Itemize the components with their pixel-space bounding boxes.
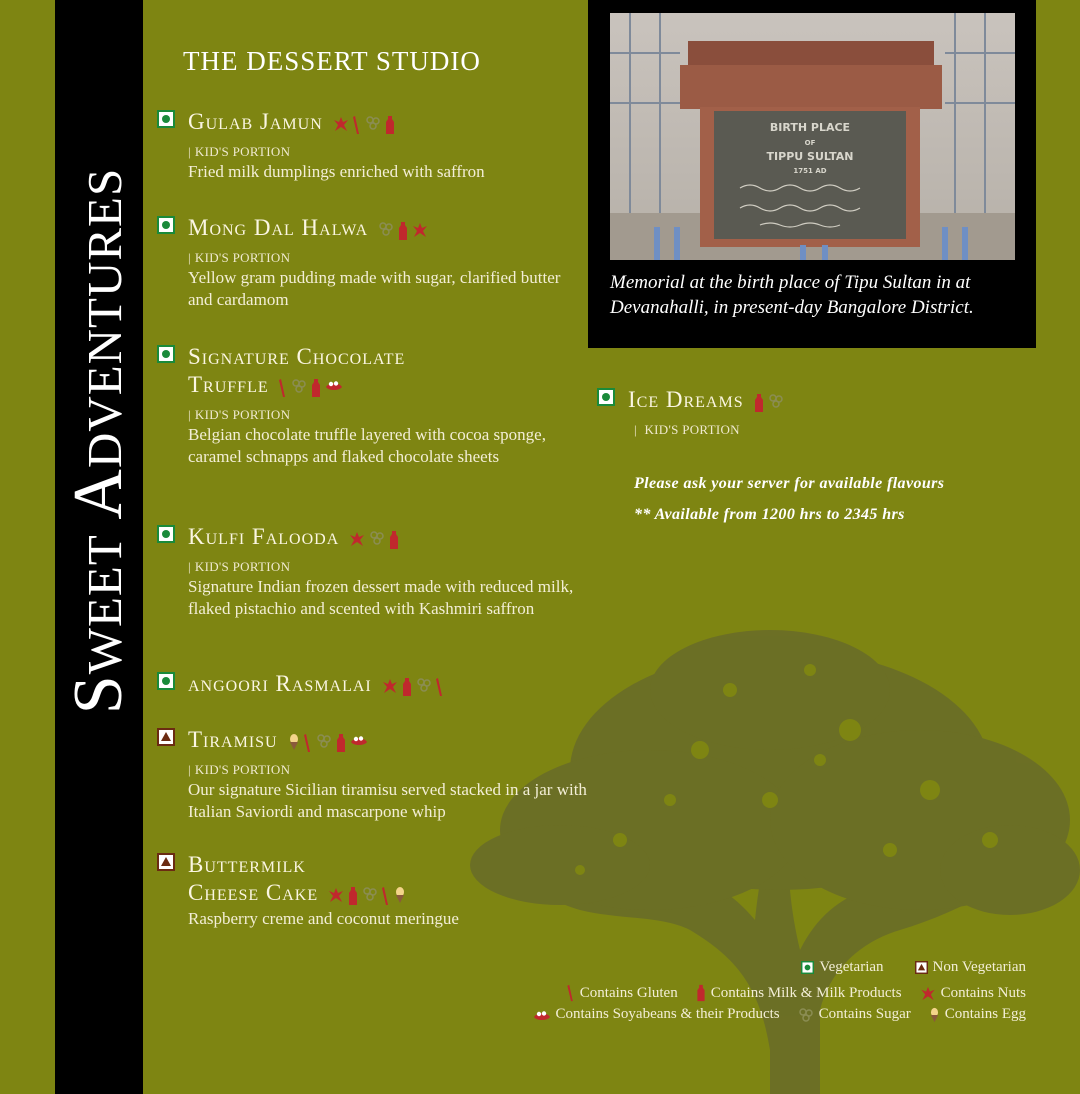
milk-icon [385,115,395,135]
sugar-icon [369,530,385,546]
legend-nonveg: Non Vegetarian [932,959,1026,975]
item-name: Mong Dal Halwa [188,215,369,240]
sugar-icon [362,886,378,902]
photo-caption: Memorial at the birth place of Tipu Sultan in at Devanahalli, in present-day Bangalore District. [610,272,974,318]
item-description: Raspberry creme and coconut meringue [188,909,459,928]
memorial-photo [610,13,1015,260]
legend-egg: Contains Egg [944,1006,1026,1022]
item-name: Tiramisu [188,727,278,752]
veg-icon [597,388,615,406]
kids-portion-label: | KID'S PORTION [188,250,291,265]
nuts-icon [328,886,344,904]
sugar-icon [798,1007,814,1023]
plaque-line-2: OF [804,139,816,147]
flavours-note: Please ask your server for available flavours [634,475,945,492]
menu-item-signature-chocolate-truffle [157,343,577,468]
milk-icon [402,677,412,697]
gluten-icon [382,886,390,906]
legend-veg: Vegetarian [819,959,884,975]
non-veg-icon [157,728,175,746]
legend-row-allergens-1 [567,984,1026,1002]
veg-icon [157,110,175,128]
non-veg-icon [157,853,175,871]
sugar-icon [316,733,332,749]
section-title: THE DESSERT STUDIO [183,46,481,76]
item-name-line2: Truffle [188,372,269,397]
sugar-icon [365,115,381,131]
plaque-line-1: BIRTH PLACE [769,121,851,134]
milk-icon [696,984,706,1002]
item-name: Kulfi Falooda [188,524,340,549]
menu-item-tiramisu [157,726,587,823]
legend-soy: Contains Soyabeans & their Products [555,1006,780,1022]
milk-icon [336,733,346,753]
photo-panel [588,0,1036,348]
egg-icon [929,1007,940,1023]
item-name-line2: Cheese Cake [188,880,319,905]
nuts-icon [412,221,428,239]
legend-row-diet [801,959,1026,976]
gluten-icon [436,677,444,697]
nuts-icon [382,677,398,695]
soy-icon [533,1008,551,1022]
milk-icon [348,886,358,906]
nuts-icon [920,985,936,1002]
legend-sugar: Contains Sugar [818,1006,911,1022]
legend-nuts: Contains Nuts [940,984,1026,1001]
milk-icon [311,378,321,398]
item-description: Fried milk dumplings enriched with saffron [188,162,485,181]
menu-item-angoori-rasmalai [157,670,577,698]
item-name: angoori Rasmalai [188,671,372,696]
menu-item-kulfi-falooda [157,523,577,620]
sidebar-title: Sweet Adventures [60,167,137,715]
menu-item-ice-dreams [597,386,1017,438]
kids-portion-label: | KID'S PORTION [188,144,291,159]
plaque-line-3: TIPPU SULTAN [766,150,854,163]
soy-icon [350,733,368,747]
gluten-icon [353,115,361,135]
veg-icon [157,345,175,363]
sidebar [55,0,143,1094]
kids-portion-label: | KID'S PORTION [634,422,740,437]
veg-icon [157,525,175,543]
gluten-icon [304,733,312,753]
kids-portion-label: | KID'S PORTION [188,762,291,777]
item-description: Signature Indian frozen dessert made with reduced milk, flaked pistachio and scented with Kashmiri saffron [188,577,574,618]
gluten-icon [567,984,575,1002]
gluten-icon [279,378,287,398]
soy-icon [325,378,343,392]
availability-note: ** Available from 1200 hrs to 2345 hrs [634,506,905,523]
veg-icon [157,216,175,234]
kids-portion-label: | KID'S PORTION [188,559,291,574]
legend-gluten: Contains Gluten [579,984,678,1001]
item-description: Our signature Sicilian tiramisu served stacked in a jar with Italian Saviordi and mascarpone whip [188,780,587,821]
sugar-icon [768,393,784,409]
legend-row-allergens-2 [533,1006,1027,1023]
nuts-icon [349,530,365,548]
plaque-line-4: 1751 AD [793,167,827,175]
sugar-icon [291,378,307,394]
milk-icon [389,530,399,550]
nuts-icon [333,115,349,133]
egg-icon [288,733,300,751]
menu-item-mong-dal-halwa [157,214,577,311]
item-name-line1: Signature Chocolate [188,344,406,369]
item-description: Belgian chocolate truffle layered with cocoa sponge, caramel schnapps and flaked chocolate sheets [188,425,546,466]
item-name-line1: Buttermilk [188,852,306,877]
milk-icon [754,393,764,413]
item-description: Yellow gram pudding made with sugar, clarified butter and cardamom [188,268,561,309]
non-veg-icon [915,961,928,974]
sugar-icon [378,221,394,237]
menu-item-gulab-jamun [157,108,577,183]
sugar-icon [416,677,432,693]
kids-portion-label: | KID'S PORTION [188,407,291,422]
milk-icon [398,221,408,241]
legend-milk: Contains Milk & Milk Products [710,984,902,1001]
item-name: Ice Dreams [628,387,744,412]
egg-icon [394,886,406,904]
item-name: Gulab Jamun [188,109,323,134]
veg-icon [801,961,814,974]
menu-item-buttermilk-cheese-cake [157,851,577,930]
veg-icon [157,672,175,690]
